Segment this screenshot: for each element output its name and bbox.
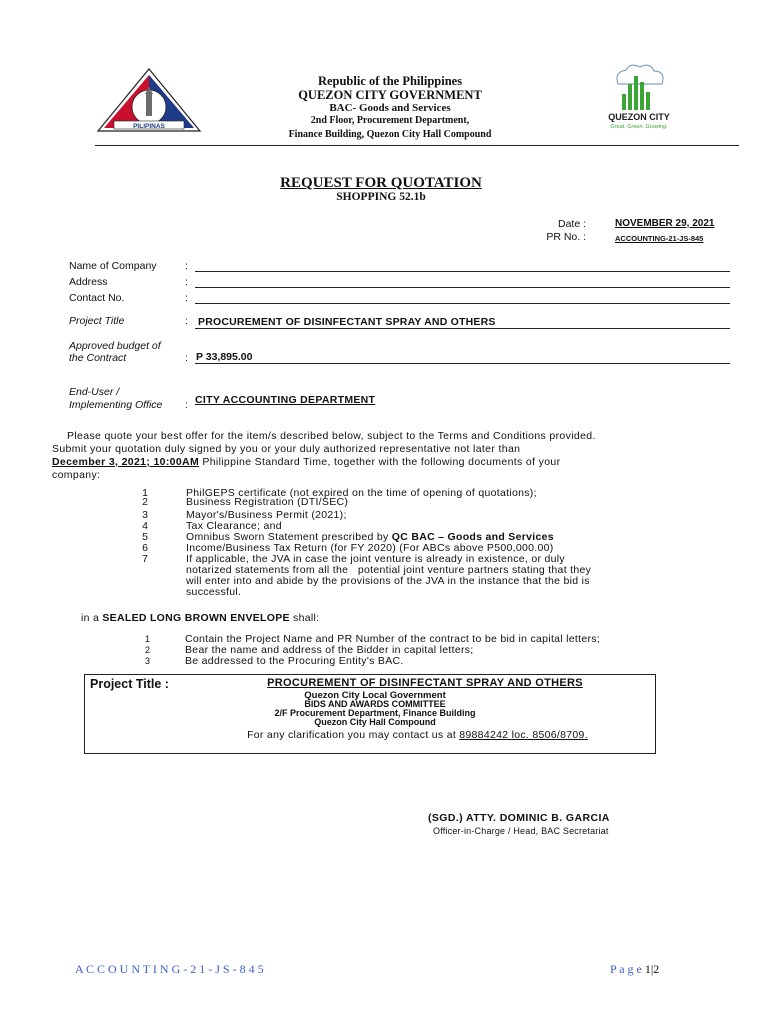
- header-line-4: 2nd Floor, Procurement Department,: [310, 115, 470, 126]
- env-text-3: Be addressed to the Procuring Entity's BAC.: [185, 655, 404, 667]
- req-text-7-line-2: notarized statements from all the potential joint venture partners stating that they: [186, 564, 592, 576]
- budget-field-line: [195, 363, 730, 364]
- box-line-1: Quezon City Local Government: [304, 690, 446, 701]
- contact-field[interactable]: [195, 303, 730, 304]
- envelope-line: [81, 612, 319, 624]
- budget-label-1: Approved budget of: [69, 340, 161, 352]
- instructions-line-4: company:: [52, 469, 101, 481]
- req-num-1: 1: [142, 487, 148, 499]
- address-label: Address: [69, 276, 108, 288]
- logo-tagline: Great. Green. Growing.: [610, 124, 668, 130]
- req-num-7: 7: [142, 553, 148, 565]
- header-line-3: BAC- Goods and Services: [329, 102, 451, 114]
- env-num-3: 3: [144, 656, 150, 666]
- document-title: REQUEST FOR QUOTATION: [280, 175, 482, 191]
- instructions-line-3-rest: Philippine Standard Time, together with the following documents of your: [199, 456, 561, 468]
- req-text-5-pre: Omnibus Sworn Statement prescribed by: [186, 531, 392, 543]
- company-label: Name of Company: [69, 260, 157, 272]
- date-value: NOVEMBER 29, 2021: [615, 218, 715, 229]
- envelope-post: shall:: [289, 612, 320, 624]
- req-text-7-line-1: If applicable, the JVA in case the joint venture is already in existence, or duly: [186, 553, 565, 565]
- pr-label: PR No. :: [546, 231, 586, 243]
- contact-colon: :: [185, 292, 188, 304]
- envelope-bold: SEALED LONG BROWN ENVELOPE: [102, 612, 290, 624]
- box-title: PROCUREMENT OF DISINFECTANT SPRAY AND OTHERS: [267, 677, 583, 689]
- req-num-4: 4: [142, 520, 148, 532]
- company-colon: :: [185, 260, 188, 272]
- req-num-6: 6: [142, 542, 148, 554]
- box-contact: [160, 729, 675, 741]
- address-field[interactable]: [195, 287, 730, 288]
- req-text-7-line-3: will enter into and abide by the provisions of the JVA in the instance that the bid is: [186, 575, 590, 587]
- signatory-name: (SGD.) ATTY. DOMINIC B. GARCIA: [428, 812, 610, 824]
- env-num-1: 1: [144, 634, 150, 644]
- box-contact-pre: For any clarification you may contact us at: [247, 729, 460, 741]
- quezon-city-logo-icon: [596, 62, 682, 132]
- logo-text: QUEZON CITY: [608, 112, 670, 122]
- enduser-label-1: End-User /: [69, 386, 120, 398]
- req-num-3: 3: [142, 509, 148, 521]
- project-label: Project Title: [69, 315, 125, 327]
- header-line-1: Republic of the Philippines: [317, 74, 463, 88]
- enduser-label-2: Implementing Office: [69, 399, 163, 411]
- signatory-position: Officer-in-Charge / Head, BAC Secretariat: [433, 826, 609, 836]
- box-label: Project Title :: [90, 677, 169, 691]
- req-text-6: Income/Business Tax Return (for FY 2020) (For ABCs above P500,000.00): [186, 542, 554, 554]
- date-label: Date :: [557, 218, 586, 230]
- address-colon: :: [185, 276, 188, 288]
- company-field[interactable]: [195, 271, 730, 272]
- req-num-2: 2: [142, 496, 148, 508]
- req-text-2: Business Registration (DTI/SEC): [186, 496, 349, 508]
- envelope-pre: in a: [81, 612, 103, 624]
- req-num-5: 5: [142, 531, 148, 543]
- page-separator: |: [650, 962, 654, 976]
- footer-reference: A C C O U N T I N G - 2 1 - J S - 8 4 5: [75, 962, 264, 976]
- env-text-1: Contain the Project Name and PR Number of the contract to be bid in capital letters;: [185, 633, 601, 645]
- page-label: P a g e: [610, 962, 642, 976]
- enduser-colon: :: [185, 399, 188, 411]
- box-contact-number: 89884242 loc. 8506/8709.: [459, 729, 588, 741]
- page-current: 1: [644, 962, 651, 976]
- header-divider: [95, 145, 739, 146]
- header-line-5: Finance Building, Quezon City Hall Compound: [288, 129, 492, 140]
- box-line-3: 2/F Procurement Department, Finance Building: [274, 708, 476, 718]
- budget-label-2: the Contract: [69, 352, 127, 364]
- req-text-3: Mayor's/Business Permit (2021);: [186, 509, 347, 521]
- budget-value: P 33,895.00: [196, 351, 253, 363]
- req-text-1: PhilGEPS certificate (not expired on the time of opening of quotations);: [186, 487, 537, 499]
- req-text-4: Tax Clearance; and: [186, 520, 282, 532]
- header-line-2: QUEZON CITY GOVERNMENT: [298, 88, 482, 102]
- qc-seal-icon: [96, 67, 202, 133]
- project-colon: :: [185, 315, 188, 327]
- footer-page: [610, 962, 659, 977]
- seal-text-bottom: PILIPINAS: [133, 123, 165, 130]
- pr-value: ACCOUNTING-21-JS-845: [615, 234, 704, 243]
- budget-colon: :: [185, 352, 188, 364]
- document-subtitle: SHOPPING 52.1b: [336, 191, 426, 203]
- instructions-line-1: Please quote your best offer for the item/s described below, subject to the Terms and Conditions provided.: [67, 430, 596, 442]
- instructions-line-3: [52, 456, 560, 468]
- project-value: PROCUREMENT OF DISINFECTANT SPRAY AND OTHERS: [198, 316, 496, 328]
- req-text-7-line-4: successful.: [186, 586, 242, 598]
- env-text-2: Bear the name and address of the Bidder in capital letters;: [185, 644, 474, 656]
- page-total: 2: [653, 962, 660, 976]
- instructions-line-2: Submit your quotation duly signed by you or your duly authorized representative not later than: [52, 443, 521, 455]
- project-field-line: [195, 328, 730, 329]
- box-line-2: BIDS AND AWARDS COMMITTEE: [304, 699, 446, 709]
- box-line-4: Quezon City Hall Compound: [314, 717, 436, 727]
- req-text-5-bold: QC BAC – Goods and Services: [391, 531, 554, 543]
- enduser-value: CITY ACCOUNTING DEPARTMENT: [195, 394, 376, 406]
- contact-label: Contact No.: [69, 292, 125, 304]
- deadline: December 3, 2021; 10:00AM: [52, 456, 200, 468]
- env-num-2: 2: [144, 645, 150, 655]
